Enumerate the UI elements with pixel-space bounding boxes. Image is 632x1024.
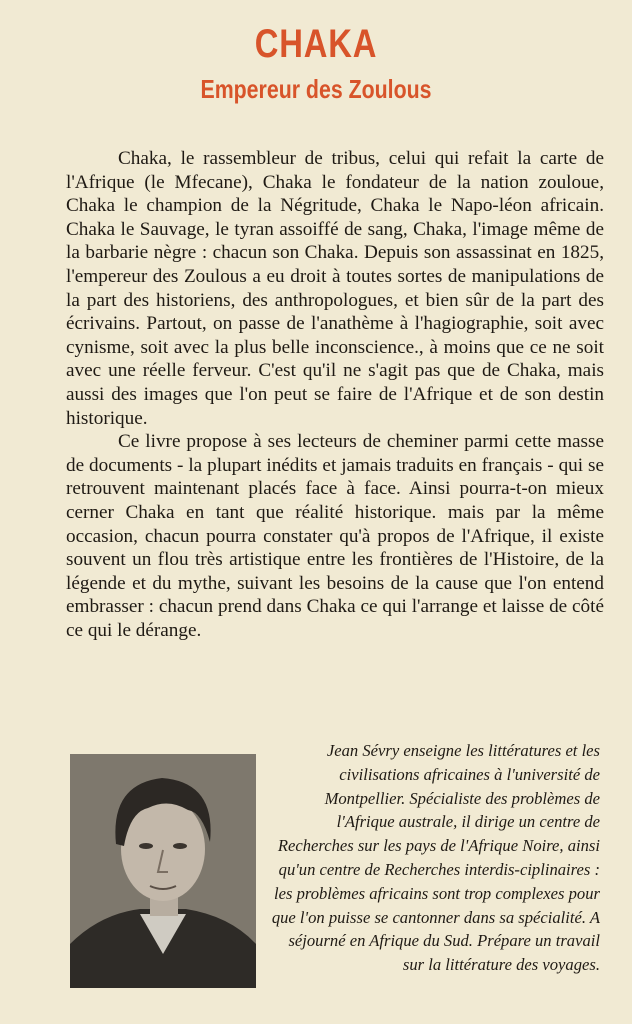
author-photo: [70, 754, 256, 988]
summary-paragraph-2: Ce livre propose à ses lecteurs de cheminer parmi cette masse de documents - la plupart inédits et jamais traduits en français - qui se retrouvent maintenant placés face à face. Ainsi pourra-t-on mieux cerner Chaka en tant que réalité historique. mais par la même occasion, chacun pourra constater qu'à propos de l'Afrique, il existe souvent un flou très artistique entre les frontières de l'Histoire, de la légende et du mythe, suivant les besoins de la cause que l'on entend embrasser : chacun prend dans Chaka ce qui l'arrange et laisse de côté ce qui le dérange.: [66, 431, 604, 641]
book-subtitle: Empereur des Zoulous: [200, 74, 432, 104]
author-portrait-icon: [70, 754, 256, 988]
back-cover-summary: [66, 147, 604, 642]
summary-paragraph-1: Chaka, le rassembleur de tribus, celui qui refait la carte de l'Afrique (le Mfecane), Chaka le fondateur de la nation zouloue, Chaka le champion de la Négritude, Chaka le Napo-léon africain. Chaka le Sauvage, le tyran assoiffé de sang, Chaka, l'image même de la barbarie nègre : chacun son Chaka. Depuis son assassinat en 1825, l'empereur des Zoulous a eu droit à toutes sortes de manipulations de la part des historiens, des anthropologues, et bien sûr de la part des écrivains. Partout, on passe de l'anathème à l'hagiographie, soit avec cynisme, soit avec la plus belle inconscience., à moins que ce ne soit avec une réelle ferveur. C'est qu'il ne s'agit pas que de Chaka, mais aussi des images que l'on peut se faire de l'Afrique et de son destin historique.: [66, 148, 604, 429]
book-title: CHAKA: [254, 22, 378, 66]
author-bio: Jean Sévry enseigne les littératures et les civilisations africaines à l'université de Montpellier. Spécialiste des problèmes de l'Afrique australe, il dirige un centre de Recherches sur les pays de l'Afrique Noire, ainsi qu'un centre de Recherches interdis-ciplinaires : les problèmes africains sont trop complexes pour que l'on puisse se cantonner dans sa spécialité. A séjourné en Afrique du Sud. Prépare un travail sur la littérature des voyages.: [271, 741, 600, 975]
